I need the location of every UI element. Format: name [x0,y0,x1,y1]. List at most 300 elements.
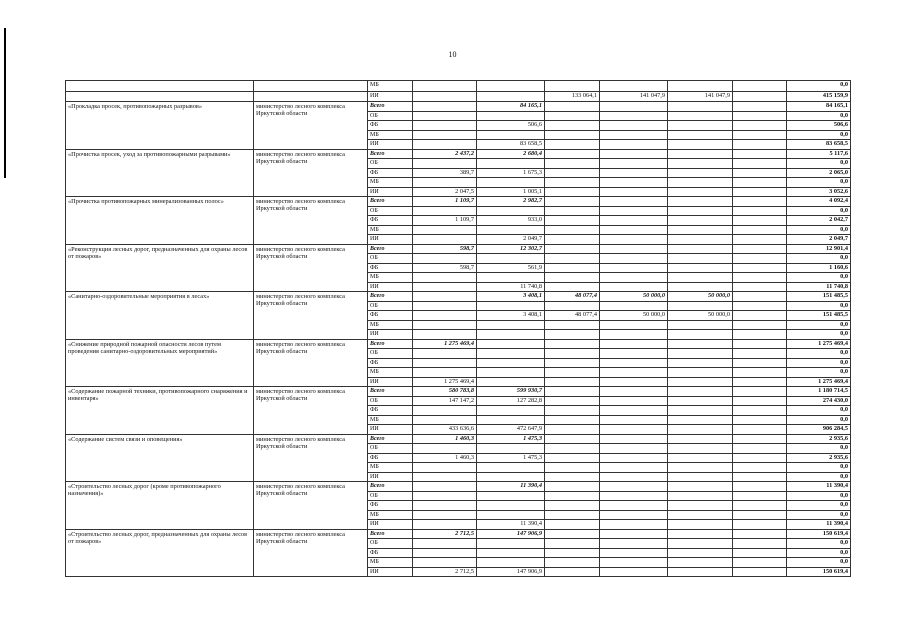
year-value-cell [668,140,733,150]
year-value-cell [477,548,545,558]
executor-cell: министерство лесного комплекса Иркутской области [254,244,368,292]
year-value-cell [413,463,477,473]
year-value-cell [600,406,668,416]
year-value-cell [545,396,600,406]
year-value-cell: 11 390,4 [477,482,545,492]
year-value-cell [545,140,600,150]
total-value-cell: 11 740,8 [787,282,851,292]
year-value-cell [600,444,668,454]
year-value-cell [600,206,668,216]
year-value-cell [668,254,733,264]
funding-source-cell: ИИ [368,187,413,197]
table-row [66,81,851,92]
measure-name-cell: «Строительство лесных дорог (кроме противопожарного назначения)» [66,482,254,530]
year-value-cell [477,339,545,349]
year-value-cell [668,197,733,207]
funding-source-cell: МБ [368,81,413,92]
year-value-cell [668,463,733,473]
year-value-cell [413,415,477,425]
year-value-cell: 2 712,5 [413,529,477,539]
funding-source-cell: ОБ [368,301,413,311]
funding-source-cell: ФБ [368,548,413,558]
table-row [66,197,851,207]
funding-source-cell: ИИ [368,91,413,102]
year-value-cell [545,358,600,368]
funding-source-cell: ФБ [368,121,413,131]
year-value-cell [668,121,733,131]
year-value-cell [733,520,787,530]
funding-source-cell: Всего [368,292,413,302]
measure-name-cell: «Санитарно-оздоровительные мероприятия в лесах» [66,292,254,340]
year-value-cell [413,273,477,283]
total-value-cell: 151 485,5 [787,292,851,302]
year-value-cell [545,168,600,178]
year-value-cell [668,168,733,178]
funding-source-cell: ОБ [368,444,413,454]
funding-source-cell: ОБ [368,349,413,359]
year-value-cell [413,225,477,235]
funding-source-cell: ОБ [368,254,413,264]
year-value-cell: 12 302,7 [477,244,545,254]
year-value-cell [733,225,787,235]
year-value-cell [733,548,787,558]
total-value-cell: 0,0 [787,273,851,283]
funding-source-cell: ОБ [368,111,413,121]
total-value-cell: 0,0 [787,358,851,368]
table-row [66,91,851,102]
total-value-cell: 1 160,6 [787,263,851,273]
table-row [66,339,851,349]
year-value-cell [600,339,668,349]
year-value-cell [733,81,787,92]
year-value-cell [545,130,600,140]
year-value-cell: 11 390,4 [477,520,545,530]
total-value-cell: 0,0 [787,510,851,520]
funding-source-cell: МБ [368,463,413,473]
year-value-cell: 389,7 [413,168,477,178]
year-value-cell [477,501,545,511]
total-value-cell: 151 485,5 [787,311,851,321]
executor-cell: министерство лесного комплекса Иркутской области [254,292,368,340]
year-value-cell [733,121,787,131]
total-value-cell: 0,0 [787,130,851,140]
year-value-cell [600,263,668,273]
total-value-cell: 2 935,6 [787,453,851,463]
total-value-cell: 0,0 [787,368,851,378]
year-value-cell [733,349,787,359]
funding-source-cell: ИИ [368,235,413,245]
total-value-cell: 84 165,1 [787,102,851,112]
year-value-cell [668,520,733,530]
funding-source-cell: Всего [368,434,413,444]
year-value-cell [668,434,733,444]
year-value-cell [733,320,787,330]
year-value-cell [733,301,787,311]
year-value-cell [600,320,668,330]
year-value-cell [413,472,477,482]
funding-source-cell: МБ [368,415,413,425]
year-value-cell [600,358,668,368]
year-value-cell [733,178,787,188]
year-value-cell: 50 000,0 [600,292,668,302]
year-value-cell [413,81,477,92]
year-value-cell [600,558,668,568]
year-value-cell [600,168,668,178]
total-value-cell: 83 658,5 [787,140,851,150]
year-value-cell: 1 460,3 [413,434,477,444]
year-value-cell [600,396,668,406]
year-value-cell [413,311,477,321]
funding-source-cell: ИИ [368,472,413,482]
year-value-cell [477,254,545,264]
year-value-cell [413,358,477,368]
year-value-cell: 84 165,1 [477,102,545,112]
year-value-cell [600,81,668,92]
funding-source-cell: Всего [368,387,413,397]
funding-source-cell: ФБ [368,168,413,178]
year-value-cell [668,206,733,216]
total-value-cell: 0,0 [787,330,851,340]
year-value-cell: 1 275 469,4 [413,377,477,387]
year-value-cell [733,463,787,473]
table-row [66,149,851,159]
year-value-cell [477,558,545,568]
year-value-cell [477,130,545,140]
executor-cell: министерство лесного комплекса Иркутской области [254,197,368,245]
year-value-cell [733,472,787,482]
table-row [66,102,851,112]
year-value-cell [668,102,733,112]
year-value-cell [668,406,733,416]
year-value-cell: 598,7 [413,263,477,273]
year-value-cell [600,130,668,140]
year-value-cell [733,159,787,169]
year-value-cell: 1 275 469,4 [413,339,477,349]
total-value-cell: 0,0 [787,320,851,330]
year-value-cell: 11 740,8 [477,282,545,292]
year-value-cell [477,472,545,482]
year-value-cell [600,121,668,131]
year-value-cell [600,254,668,264]
year-value-cell [600,539,668,549]
year-value-cell [733,377,787,387]
total-value-cell: 1 275 469,4 [787,377,851,387]
year-value-cell: 133 064,1 [545,91,600,102]
year-value-cell [668,111,733,121]
year-value-cell [545,377,600,387]
measure-name-cell [66,81,254,92]
year-value-cell [545,463,600,473]
year-value-cell [545,159,600,169]
year-value-cell [733,396,787,406]
year-value-cell [600,282,668,292]
year-value-cell [733,482,787,492]
year-value-cell [413,558,477,568]
year-value-cell [600,463,668,473]
year-value-cell [545,529,600,539]
year-value-cell: 472 647,9 [477,425,545,435]
year-value-cell [733,111,787,121]
year-value-cell [668,81,733,92]
year-value-cell: 1 475,3 [477,453,545,463]
year-value-cell: 598,7 [413,244,477,254]
year-value-cell [413,320,477,330]
year-value-cell [733,567,787,577]
year-value-cell [600,415,668,425]
table-row [66,387,851,397]
year-value-cell [733,102,787,112]
year-value-cell [477,320,545,330]
year-value-cell [477,178,545,188]
funding-source-cell: ИИ [368,567,413,577]
year-value-cell [668,320,733,330]
year-value-cell: 2 049,7 [477,235,545,245]
year-value-cell [545,235,600,245]
funding-source-cell: ИИ [368,140,413,150]
year-value-cell [600,425,668,435]
total-value-cell: 0,0 [787,225,851,235]
year-value-cell [733,491,787,501]
total-value-cell: 0,0 [787,472,851,482]
funding-source-cell: ИИ [368,520,413,530]
year-value-cell: 147 906,9 [477,529,545,539]
year-value-cell [733,91,787,102]
year-value-cell [413,539,477,549]
year-value-cell: 141 047,9 [600,91,668,102]
year-value-cell [733,453,787,463]
year-value-cell [668,216,733,226]
year-value-cell [600,349,668,359]
year-value-cell [600,140,668,150]
total-value-cell: 150 619,4 [787,529,851,539]
year-value-cell [733,197,787,207]
year-value-cell [733,168,787,178]
year-value-cell [668,529,733,539]
year-value-cell [668,358,733,368]
funding-source-cell: ОБ [368,396,413,406]
year-value-cell: 599 930,7 [477,387,545,397]
year-value-cell [545,368,600,378]
year-value-cell [600,387,668,397]
year-value-cell [733,539,787,549]
year-value-cell [668,159,733,169]
total-value-cell: 0,0 [787,206,851,216]
year-value-cell [668,187,733,197]
year-value-cell [477,206,545,216]
year-value-cell [668,482,733,492]
funding-source-cell: МБ [368,178,413,188]
year-value-cell [413,444,477,454]
year-value-cell [668,273,733,283]
measure-name-cell: «Строительство лесных дорог, предназначенных для охраны лесов от пожаров» [66,529,254,577]
funding-source-cell: ФБ [368,311,413,321]
funding-source-cell: ИИ [368,425,413,435]
year-value-cell [413,140,477,150]
year-value-cell [600,178,668,188]
year-value-cell [477,81,545,92]
funding-source-cell: ОБ [368,491,413,501]
total-value-cell: 0,0 [787,178,851,188]
year-value-cell [668,415,733,425]
total-value-cell: 0,0 [787,463,851,473]
year-value-cell: 933,0 [477,216,545,226]
funding-source-cell: ФБ [368,216,413,226]
year-value-cell [733,558,787,568]
executor-cell: министерство лесного комплекса Иркутской области [254,434,368,482]
executor-cell [254,81,368,92]
year-value-cell [668,339,733,349]
year-value-cell: 580 783,8 [413,387,477,397]
year-value-cell [600,491,668,501]
year-value-cell: 2 982,7 [477,197,545,207]
funding-source-cell: ФБ [368,358,413,368]
year-value-cell: 1 005,1 [477,187,545,197]
year-value-cell [733,311,787,321]
table-row [66,434,851,444]
measure-name-cell: «Прочистка противопожарных минерализованных полос» [66,197,254,245]
year-value-cell [413,282,477,292]
year-value-cell: 1 475,3 [477,434,545,444]
year-value-cell [545,111,600,121]
total-value-cell: 11 390,4 [787,482,851,492]
year-value-cell [413,301,477,311]
year-value-cell: 2 712,5 [413,567,477,577]
year-value-cell [668,282,733,292]
year-value-cell [545,520,600,530]
year-value-cell [733,235,787,245]
year-value-cell [545,102,600,112]
year-value-cell [600,187,668,197]
year-value-cell [733,263,787,273]
year-value-cell [733,444,787,454]
year-value-cell [477,377,545,387]
year-value-cell: 2 437,2 [413,149,477,159]
year-value-cell [668,368,733,378]
total-value-cell: 2 935,6 [787,434,851,444]
funding-source-cell: Всего [368,529,413,539]
year-value-cell [413,482,477,492]
year-value-cell [545,273,600,283]
year-value-cell: 50 000,0 [600,311,668,321]
year-value-cell [600,520,668,530]
funding-source-cell: МБ [368,558,413,568]
year-value-cell [600,501,668,511]
year-value-cell [733,387,787,397]
year-value-cell [477,330,545,340]
year-value-cell [545,425,600,435]
year-value-cell [733,406,787,416]
year-value-cell [477,539,545,549]
funding-source-cell: МБ [368,368,413,378]
year-value-cell [668,453,733,463]
year-value-cell [545,282,600,292]
total-value-cell: 2 049,7 [787,235,851,245]
year-value-cell [668,244,733,254]
table-row [66,529,851,539]
year-value-cell [545,197,600,207]
funding-source-cell: Всего [368,197,413,207]
year-value-cell [413,520,477,530]
year-value-cell: 433 636,6 [413,425,477,435]
year-value-cell [600,368,668,378]
year-value-cell [600,149,668,159]
funding-source-cell: Всего [368,339,413,349]
total-value-cell: 0,0 [787,81,851,92]
total-value-cell: 12 901,4 [787,244,851,254]
year-value-cell [545,320,600,330]
year-value-cell [477,510,545,520]
total-value-cell: 4 092,4 [787,197,851,207]
funding-source-cell: ОБ [368,206,413,216]
budget-table [65,80,851,577]
year-value-cell [668,558,733,568]
year-value-cell [477,368,545,378]
year-value-cell [545,482,600,492]
year-value-cell [545,178,600,188]
year-value-cell: 1 460,3 [413,453,477,463]
year-value-cell [733,244,787,254]
funding-source-cell: ИИ [368,377,413,387]
total-value-cell: 0,0 [787,491,851,501]
year-value-cell [733,330,787,340]
funding-source-cell: ФБ [368,501,413,511]
year-value-cell [413,254,477,264]
year-value-cell: 48 077,4 [545,311,600,321]
year-value-cell [477,358,545,368]
year-value-cell [413,206,477,216]
year-value-cell [668,510,733,520]
funding-source-cell: ИИ [368,282,413,292]
total-value-cell: 0,0 [787,254,851,264]
funding-source-cell: ФБ [368,263,413,273]
year-value-cell [733,254,787,264]
year-value-cell [668,130,733,140]
funding-source-cell: ОБ [368,539,413,549]
year-value-cell [545,216,600,226]
year-value-cell [545,330,600,340]
funding-source-cell: МБ [368,273,413,283]
year-value-cell [600,216,668,226]
year-value-cell [668,178,733,188]
total-value-cell: 11 390,4 [787,520,851,530]
year-value-cell [600,225,668,235]
year-value-cell [733,130,787,140]
total-value-cell: 0,0 [787,111,851,121]
total-value-cell: 906 284,5 [787,425,851,435]
year-value-cell: 3 408,1 [477,311,545,321]
year-value-cell [600,330,668,340]
year-value-cell [545,349,600,359]
funding-source-cell: ФБ [368,406,413,416]
year-value-cell [668,387,733,397]
funding-source-cell: МБ [368,225,413,235]
year-value-cell [668,301,733,311]
measure-name-cell: «Прочистка просек, уход за противопожарными разрывами» [66,149,254,197]
year-value-cell [545,387,600,397]
year-value-cell: 1 109,7 [413,197,477,207]
year-value-cell [733,358,787,368]
executor-cell: министерство лесного комплекса Иркутской области [254,149,368,197]
year-value-cell [413,501,477,511]
measure-name-cell: «Содержание пожарной техники, противопожарного снаряжения и инвентаря» [66,387,254,435]
page-number: 10 [448,50,457,59]
year-value-cell [413,91,477,102]
year-value-cell: 147 147,2 [413,396,477,406]
year-value-cell: 127 282,8 [477,396,545,406]
year-value-cell [668,225,733,235]
year-value-cell [733,149,787,159]
year-value-cell [600,244,668,254]
